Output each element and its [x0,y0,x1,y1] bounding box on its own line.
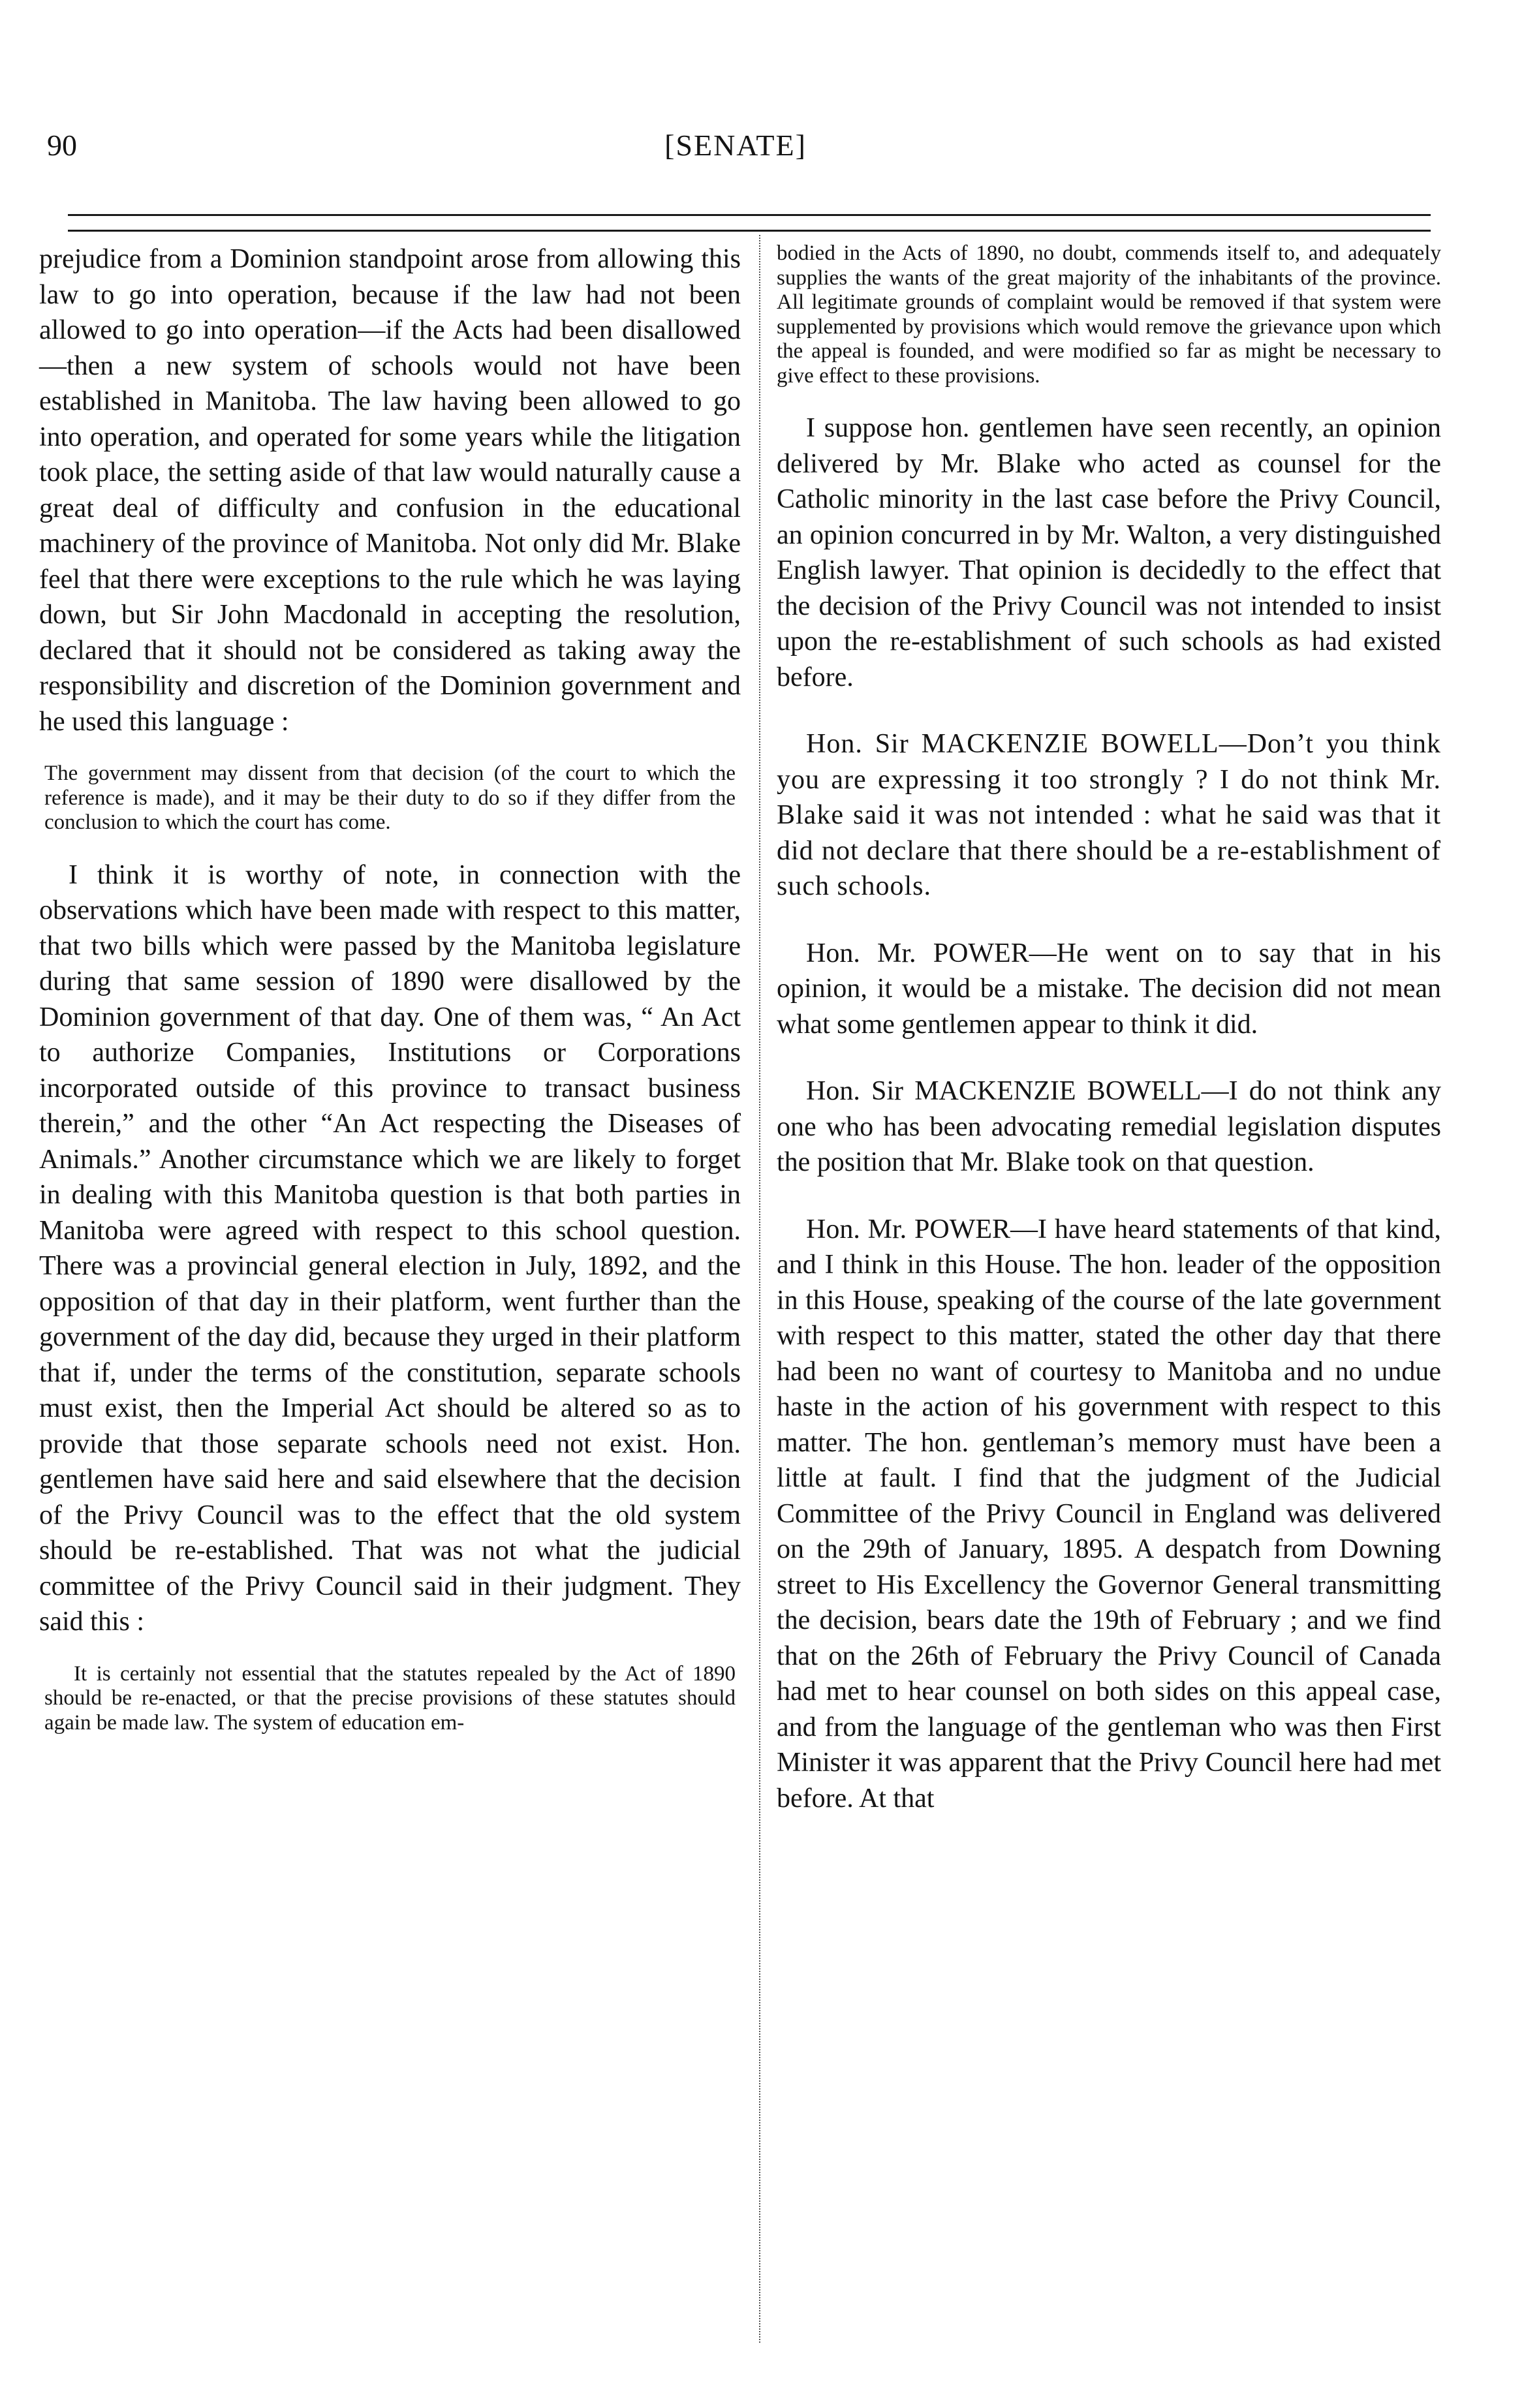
header-rule-bottom [68,230,1431,232]
left-quote-1: The government may dissent from that decision (of the court to which the reference is made), and it may be their duty to do so if they differ from the conclusion to which the court has come. [44,762,736,834]
right-paragraph-4: Hon. Sir MACKENZIE BOWELL—I do not think any one who has been advocating remedial legislation disputes the position that Mr. Blake took on that question. [777,1076,1441,1177]
right-paragraph-5: Hon. Mr. POWER—I have heard statements of that kind, and I think in this House. The hon. leader of the opposition in this House, speaking of the course of the late government with respect to this matter, stated the other day that there had been no want of courtesy to Manitoba and no undue haste in the action of his government with respect to this matter. The hon. gentleman’s memory must have been a little at fault. I find that the judgment of the Judicial Committee of the Privy Council in England was delivered on the 29th of January, 1895. A despatch from Downing street to His Excellency the Governor General transmitting the decision, bears date the 19th of February ; and we find that on the 26th of February the Privy Council of Canada had met to hear counsel on both sides on this appeal case, and from the language of the gentleman who was then First Minister it was apparent that the Privy Council here had met before. At that [777,1214,1441,1814]
left-paragraph-1: prejudice from a Dominion standpoint arose from allowing this law to go into operation, because if the law had not been allowed to go into operation—if the Acts had been disallowed—then a new system of schools would not have been established in Manitoba. The law having been allowed to go into operation, and operated for some years while the litigation took place, the setting aside of that law would naturally cause a great deal of difficulty and confusion in the educational machinery of the province of Manitoba. Not only did Mr. Blake feel that there were exceptions to the rule which he was laying down, but Sir John Macdonald in accepting the resolution, declared that it should not be considered as taking away the responsibility and discretion of the Dominion government and he used this language : [39,244,741,737]
running-head: [SENATE] [664,129,807,162]
right-paragraph-1: I suppose hon. gentlemen have seen recently, an opinion delivered by Mr. Blake who acted as counsel for the Catholic minority in the last case before the Privy Council, an opinion concurred in by Mr. Walton, a very distinguished English lawyer. That opinion is decidedly to the effect that the decision of the Privy Council was not intended to insist upon the re-establishment of such schools as had existed before. [777,413,1441,692]
left-column [39,241,741,1735]
left-quote-2: It is certainly not essential that the statutes repealed by the Act of 1890 should be re-enacted, or that the precise provisions of these statutes should again be made law. The system of education em- [44,1661,736,1735]
page-header [47,128,1424,193]
right-paragraph-2: Hon. Sir MACKENZIE BOWELL—Don’t you think you are expressing it too strongly ? I do not think Mr. Blake said it was not intended : what he said was that it did not declare that there should be a re-establishment of such schools. [777,729,1441,901]
column-divider [759,235,760,2343]
page-number: 90 [47,129,77,162]
right-column [777,241,1441,1816]
left-paragraph-2: I think it is worthy of note, in connection with the observations which have been made with respect to this matter, that two bills which were passed by the Manitoba legislature during that same session of 1890 were disallowed by the Dominion government of that day. One of them was, “ An Act to authorize Companies, Institutions or Corporations incorporated outside of this province to transact business therein,” and the other “An Act respecting the Diseases of Animals.” Another circumstance which we are likely to forget in dealing with this Manitoba question is that both parties in Manitoba were agreed with respect to this school question. There was a provincial general election in July, 1892, and the opposition of that day in their platform, went further than the government of the day did, because they urged in their platform that if, under the terms of the constitution, separate schools must exist, then the Imperial Act should be altered so as to provide that those separate schools need not exist. Hon. gentlemen have said here and said elsewhere that the decision of the Privy Council was to the effect that the old system should be re-established. That was not what the judicial committee of the Privy Council said in their judgment. They said this : [39,859,741,1637]
right-paragraph-3: Hon. Mr. POWER—He went on to say that in his opinion, it would be a mistake. The decision did not mean what some gentlemen appear to think it did. [777,938,1441,1040]
header-rule-top [68,214,1431,216]
right-quote-continuation: bodied in the Acts of 1890, no doubt, commends itself to, and adequately supplies the wants of the great majority of the inhabitants of the province. All legitimate grounds of complaint would be removed if that system were supplemented by provisions which would remove the grievance upon which the appeal is founded, and were modified so far as might be necessary to give effect to these provisions. [777,241,1441,388]
